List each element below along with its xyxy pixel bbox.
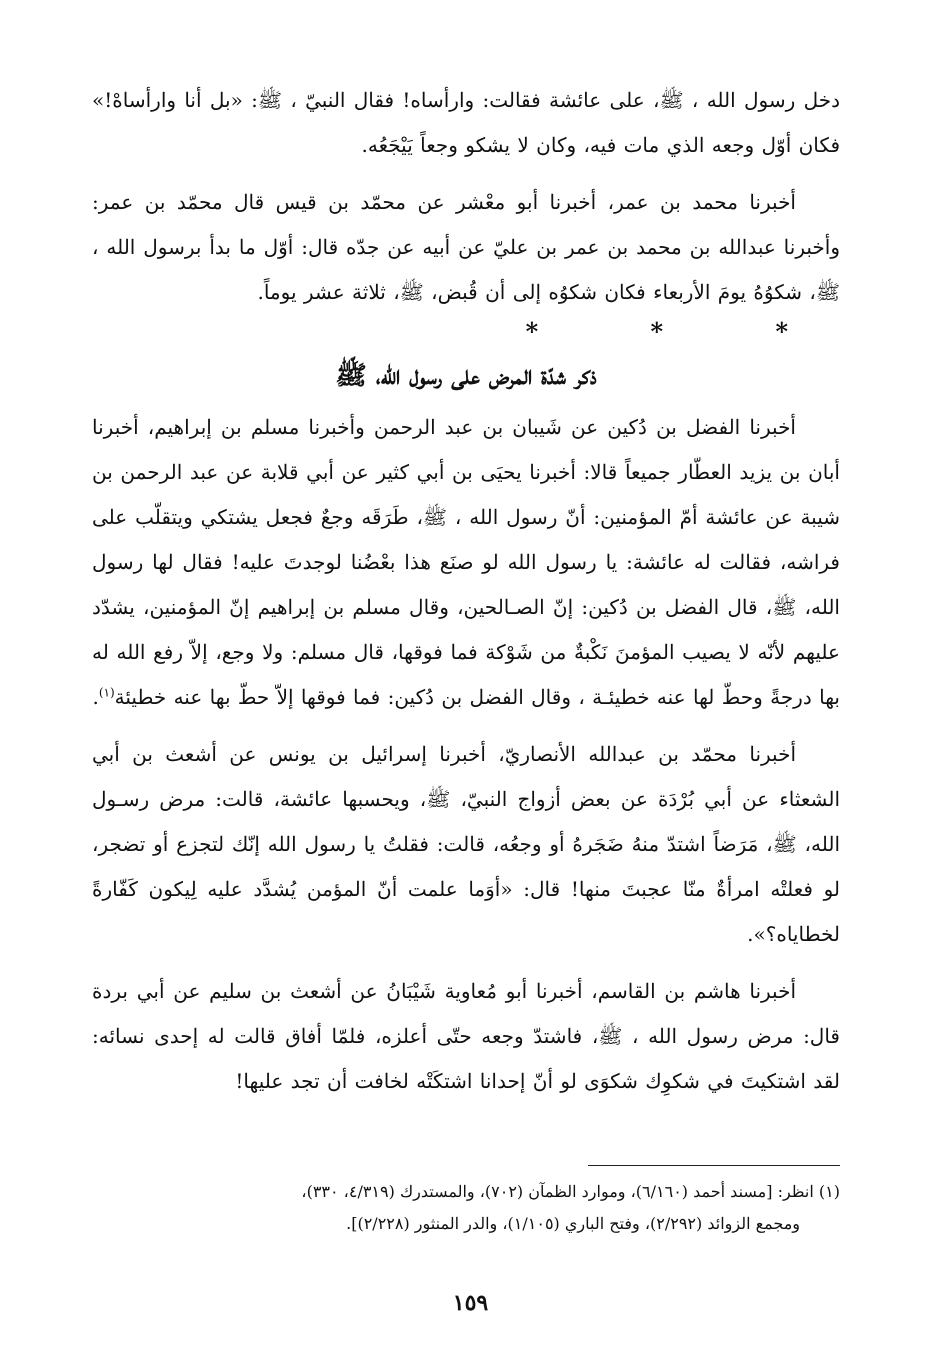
footnote-line-2: ومجمع الزوائد (٢/٢٩٢)، وفتح الباري (١/١٠٥)، والدر المنثور (٢/٢٢٨)].	[346, 1214, 800, 1233]
paragraph-3	[92, 405, 840, 720]
paragraph-2: أخبرنا محمد بن عمر، أخبرنا أبو معْشر عن محمّد بن قيس قال محمّد بن عمر: وأخبرنا عبدالله بن محمد بن عمر بن عليّ عن أبيه عن جدّه قال: أوّل ما بدأ برسول الله ، ﷺ، شكوُهُ يومَ الأربعاء فكان شكوُه إلى أن قُبض، ﷺ، ثلاثة عشر يوماً.	[92, 190, 840, 304]
section-separator: * * *	[525, 317, 840, 346]
page-body	[92, 78, 840, 1104]
footnote-reference: (١)	[98, 685, 115, 700]
paragraph-3-text: أخبرنا الفضل بن دُكين عن شَيبان بن عبد الرحمن وأخبرنا مسلم بن إبراهيم، أخبرنا أبان بن يزيد العطّار جميعاً قالا: أخبرنا يحيَى بن أبي كثير عن أبي قلابة عن عبد الرحمن بن شيبة عن عائشة أمّ المؤمنين: أنّ رسول الله ، ﷺ، طَرَقَه وجعٌ فجعل يشتكي ويتقلّب على فراشه، فقالت له عائشة: يا رسول الله لو صنَع هذا بعْضُنا لوجدتَ عليه! فقال لها رسول الله، ﷺ، قال الفضل بن دُكين: إنّ الصـالحين، وقال مسلم بن إبراهيم إنّ المؤمنين، يشدّد عليهم لأنّه لا يصيب المؤمنَ نَكْبةٌ من شَوْكة فما فوقها، قال مسلم: ولا وجع، إلاّ رفع الله له بها درجةً وحطّ لها عنه خطيئـة ، وقال الفضل بن دُكين: فما فوقها إلاّ حطّ بها عنه خطيئة	[92, 415, 840, 709]
page-number: ١٥٩	[452, 1290, 489, 1316]
footnote-line-1: (١) انظر: [مسند أحمد (٦/١٦٠)، وموارد الظمآن (٧٠٢)، والمستدرك (٤/٣١٩، ٣٣٠)،	[301, 1182, 840, 1201]
paragraph-4: أخبرنا محمّد بن عبدالله الأنصاريّ، أخبرنا إسرائيل بن يونس عن أشعث بن أبي الشعثاء عن أبي بُرْدَة عن بعض أزواج النبيّ، ﷺ، ويحسبها عائشة، قالت: مرض رسـول الله، ﷺ، مَرَضاً اشتدّ منهُ ضَجَرهُ أو وجعُه، قالت: فقلتُ يا رسول الله إنّك لتجزع أو تضجر، لو فعلتْه امرأةٌ منّا عجبتَ منها! قال: «أوَما علمت أنّ المؤمن يُشدَّد عليه لِيكون كَفّارةً لخطاياه؟».	[92, 742, 840, 946]
paragraph-5: أخبرنا هاشم بن القاسم، أخبرنا أبو مُعاوية شَيْبَانُ عن أشعث بن سليم عن أبي بردة قال: مرض رسول الله ، ﷺ، فاشتدّ وجعه حتّى أعلزه، فلمّا أفاق قالت له إحدى نسائه: لقد اشتكيتَ في شكوِك شكوَى لو أنّ إحدانا اشتكَتْه لخافت أن تجد عليها!	[92, 979, 840, 1093]
paragraph-1: دخل رسول الله ، ﷺ، على عائشة فقالت: وارأساه! فقال النبيّ ، ﷺ: «بل أنا وارأساهْ!» فكان أوّل وجعه الذي مات فيه، وكان لا يشكو وجعاً يَيْجَعُه.	[92, 88, 840, 157]
footnotes	[92, 1176, 840, 1240]
paragraph-3-end: .	[92, 685, 99, 709]
footnote-divider	[588, 1165, 840, 1166]
section-heading: ذكر شدّة المرض على رسول الله، ﷺ	[335, 361, 597, 391]
